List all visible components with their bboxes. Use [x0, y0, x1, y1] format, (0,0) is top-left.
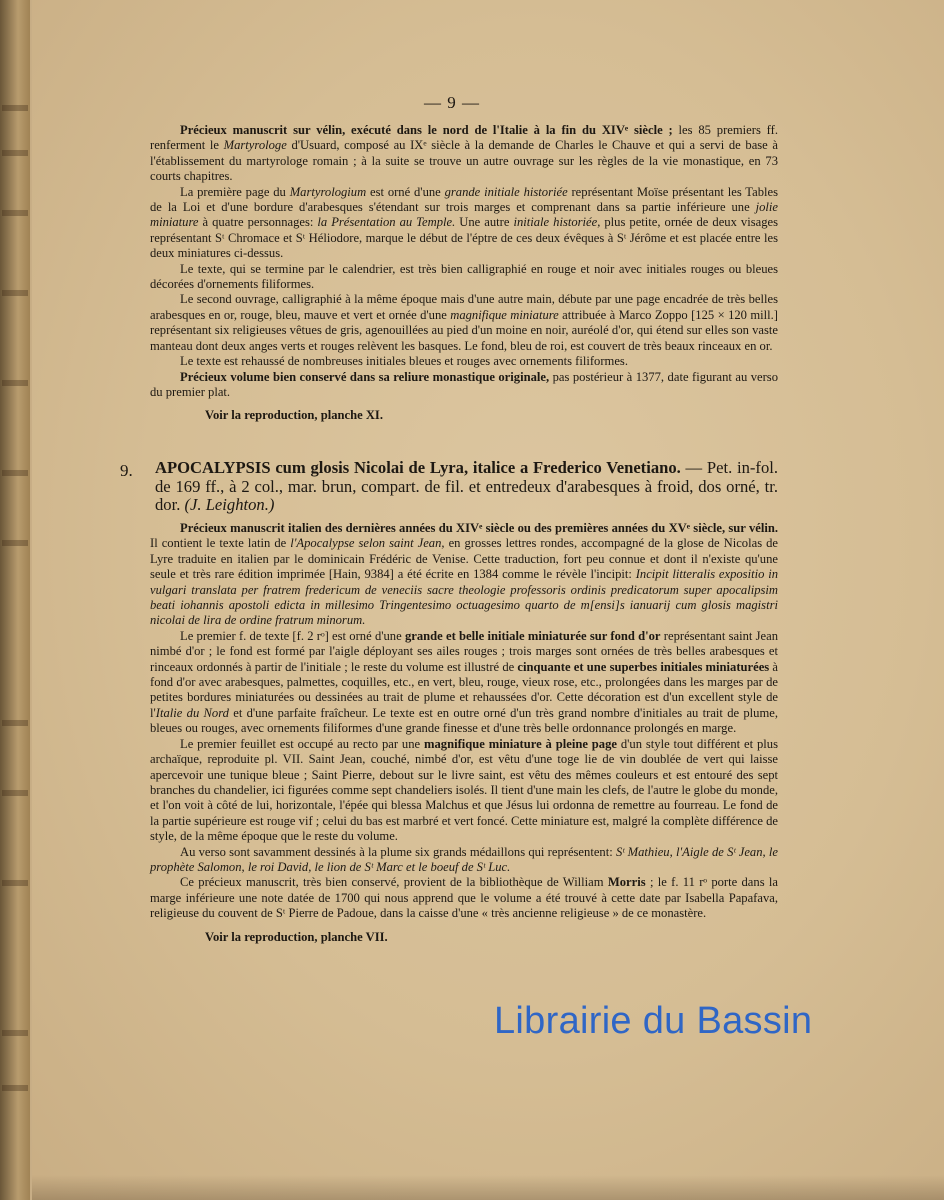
italic-text: Sᵗ Mathieu, l'Aigle de Sᵗ Jean, le prophète Salomon, le roi David, le lion de Sᵗ Marc et le boeuf de Sᵗ Luc. — [150, 844, 779, 874]
bold-text: Précieux manuscrit sur vélin, exécuté dans le nord de l'Italie à la fin du XIVᵉ siècle ; — [180, 123, 673, 137]
bold-text: Morris — [607, 875, 646, 890]
entry-9-paragraph-2 — [150, 629, 778, 737]
italic-text: magnifique miniature — [450, 307, 559, 322]
italic-text: Martyrologe — [223, 138, 287, 153]
bold-text: cinquante et une superbes initiales miniaturées — [517, 659, 770, 674]
text: en grosses lettres rondes, accompagné de la glose de Nicolas de Lyre traduite en italien par le dominicain Frédéric de Venise. Cette traduction, fort peu connue et dont il n'existe qu'une seule et très rare édition imprimée [Hain, 9384] a été écrite en 1384 comme le révèle l'incipit: — [150, 536, 778, 582]
entry-9-physical-description: — Pet. in-fol. de 169 ff., à 2 col., mar. brun, compart. de fil. et entredeux d'arabesques à froid, dos orné, tr. dor. — [155, 458, 779, 514]
bleed-line — [2, 105, 28, 111]
text: représentant Moïse présentant les Tables de la Loi et d'une bordure d'arabesques s'étendant sur trois marges et comprenant dans sa partie inférieure une — [150, 184, 778, 215]
italic-text: initiale historiée, — [513, 215, 601, 230]
text: Le premier feuillet est occupé au recto par une — [180, 736, 424, 751]
entry-8-paragraph-5: Le texte est rehaussé de nombreuses initiales bleues et rouges avec ornements filiformes. — [180, 354, 628, 369]
bleed-line — [2, 880, 28, 886]
entry-8-paragraph-4 — [150, 292, 778, 354]
text: attribuée à Marco Zoppo [125 × 120 mill.] représentant six religieuses vêtues de gris, agenouillées au pied d'un moine en noir, auréolé d'or, qui étend sur elles son vaste manteau dont deux anges verts et rouges relèvent les basques. Le fond, bleu de roi, est couvert de très beaux rinceaux en or. — [150, 307, 778, 353]
bold-text: Précieux volume bien conservé dans sa reliure monastique originale, — [180, 369, 550, 384]
bold-text: magnifique miniature à pleine page — [423, 736, 617, 751]
entry-9-plate-reference: Voir la reproduction, planche VII. — [205, 929, 388, 944]
entry-9-title: APOCALYPSIS cum glosis Nicolai de Lyra, italice a Frederico Venetiano. — [155, 458, 681, 477]
text: représentant saint Jean nimbé d'or ; le fond est formé par l'aigle déployant ses ailes rouges ; trois marges sont ornées de très belles arabesques et rinceaux ordonnés à partir de l'initiale ; le reste du volume est illustré de — [150, 628, 779, 674]
text: Au verso sont savamment dessinés à la plume six grands médaillons qui représentent: — [180, 844, 616, 859]
entry-8-continuation — [150, 123, 778, 424]
text: Le second ouvrage, calligraphié à la même époque mais d'une autre main, débute par une page encadrée de très belles arabesques en or, rouge, bleu, mauve et vert et ornée d'une — [150, 292, 778, 322]
bleed-line — [2, 150, 28, 156]
text: d'Usuard, composé au IXᵉ siècle à la demande de Charles le Chauve et qui a servi de base à l'établissement du martyrologe romain ; à la suite se trouve un autre ouvrage sur les règles de la vie monastique, en 73 courts chapitres. — [150, 138, 779, 184]
text: plus petite, ornée de deux visages représentant Sᵗ Chromace et Sᵗ Héliodore, marque le début de l'éptre de ces deux évêques à Sᵗ Jérôme et est placée entre les deux miniatures ci-dessus. — [150, 215, 778, 261]
entry-9-number: 9. — [120, 461, 133, 480]
italic-text: l'Apocalypse selon saint Jean, — [290, 536, 445, 551]
italic-text: la Présentation au Temple. — [317, 215, 456, 230]
bleed-line — [2, 210, 28, 216]
entry-9-paragraph-3 — [150, 737, 778, 845]
entry-8-plate-reference: Voir la reproduction, planche XI. — [205, 408, 383, 423]
text: Il contient le texte latin de — [150, 536, 291, 551]
text: est orné d'une — [366, 184, 445, 199]
text: à fond d'or avec arabesques, palmettes, coquilles, etc., en vert, bleu, rouge, vieux rose, etc., prolongées dans les marges par de petites bordures miniaturées ou dessinées au trait de plume et rehaussées d'or. Cette décoration est d'un excellent style de l' — [150, 659, 778, 720]
entry-9-paragraph-4 — [150, 845, 778, 876]
bleed-line — [2, 470, 28, 476]
previous-page-edge — [0, 0, 30, 1200]
text: pas postérieur à 1377, date figurant au verso du premier plat. — [150, 369, 778, 399]
entry-8-paragraph-1 — [150, 123, 778, 185]
bleed-line — [2, 540, 28, 546]
text: Ce précieux manuscrit, très bien conservé, provient de la bibliothèque de William — [180, 875, 608, 890]
entry-8-paragraph-6 — [150, 370, 778, 401]
italic-text: Martyrologium — [289, 184, 367, 199]
page-number: — 9 — — [424, 93, 480, 112]
seller-watermark: Librairie du Bassin — [494, 1000, 813, 1042]
text: les 85 premiers ff. renferment le — [150, 123, 778, 153]
bleed-line — [2, 790, 28, 796]
text: et d'une parfaite fraîcheur. Le texte est en outre orné d'un très grand nombre d'initiales au trait de plume, bleues ou rouges, avec ornements filiformes d'une grande finesse et d'une très belle ordonnance prolongés en marge. — [150, 705, 778, 736]
italic-text: jolie miniature — [150, 200, 778, 230]
bleed-line — [2, 720, 28, 726]
text: à quatre personnages: — [198, 215, 318, 230]
text: Une autre — [455, 215, 514, 230]
bleed-line — [2, 1085, 28, 1091]
text: La première page du — [180, 184, 290, 199]
catalogue-page — [32, 0, 944, 1200]
italic-text: grande initiale historiée — [444, 184, 568, 199]
bold-text: grande et belle initiale miniaturée sur fond d'or — [404, 628, 661, 643]
bleed-line — [2, 290, 28, 296]
bold-text: Précieux manuscrit italien des dernières années du XIVᵉ siècle ou des premières années du XVᵉ siècle, sur vélin. — [180, 521, 778, 535]
entry-9-paragraph-5 — [150, 875, 778, 921]
entry-9-body — [150, 521, 778, 945]
bleed-line — [2, 1030, 28, 1036]
entry-8-paragraph-3: Le texte, qui se termine par le calendrier, est très bien calligraphié en rouge et noir avec initiales rouges ou bleues décorées d'ornements filiformes. — [150, 261, 778, 292]
entry-9-paragraph-1 — [150, 521, 778, 629]
text: ; le f. 11 rᵒ porte dans la marge inférieure une note datée de 1700 qui nous apprend que le volume a été trouvé à cette date par Isabella Papafava, religieuse du couvent de Sᵗ Pierre de Padoue, dans la caisse d'une « très ancienne religieuse » de ce monastère. — [150, 875, 778, 921]
page-bottom-shadow — [32, 1175, 944, 1200]
bleed-line — [2, 380, 28, 386]
italic-incipit: Incipit litteralis expositio in vulgari translata per fratrem fredericum de veneciis sacre theologie professoris ordinis predicatorum super apocalipsim beati iohannis apostoli edicta in millesimo Tringentesimo octuagesimo quarto de m[ensi]s ianuarij cum glosis magistri nicolai de lira de ordine fratrum minorum. — [150, 567, 778, 628]
entry-9-binder: (J. Leighton.) — [184, 495, 275, 514]
entry-9-heading — [155, 459, 778, 515]
text: Le premier f. de texte [f. 2 rᵒ] est orné d'une — [180, 628, 405, 643]
text: d'un style tout différent et plus archaïque, reproduite pl. VII. Saint Jean, couché, nimbé d'or, est vêtu d'une toge lie de vin doublée de vert qui laisse apercevoir une tunique bleue ; Saint Pierre, debout sur le livre saint, est vêtu des mêmes couleurs et est entouré des sept branches du chandelier, ici figurées comme sept chandeliers isolés. Il tient d'une main les clefs, de l'autre le globe du monde, et l'on voit à côté de lui, horizontale, l'épée qui blessa Malchus et que Jésus lui ordonna de remettre au fourreau. Le fond de la partie supérieure est rouge vif ; celui du bas est marbré et vert foncé. Cette miniature est, malgré la complète différence de style, de la même époque que le reste du volume. — [150, 736, 778, 844]
italic-text: Italie du Nord — [155, 705, 229, 720]
entry-8-paragraph-2 — [150, 185, 778, 262]
